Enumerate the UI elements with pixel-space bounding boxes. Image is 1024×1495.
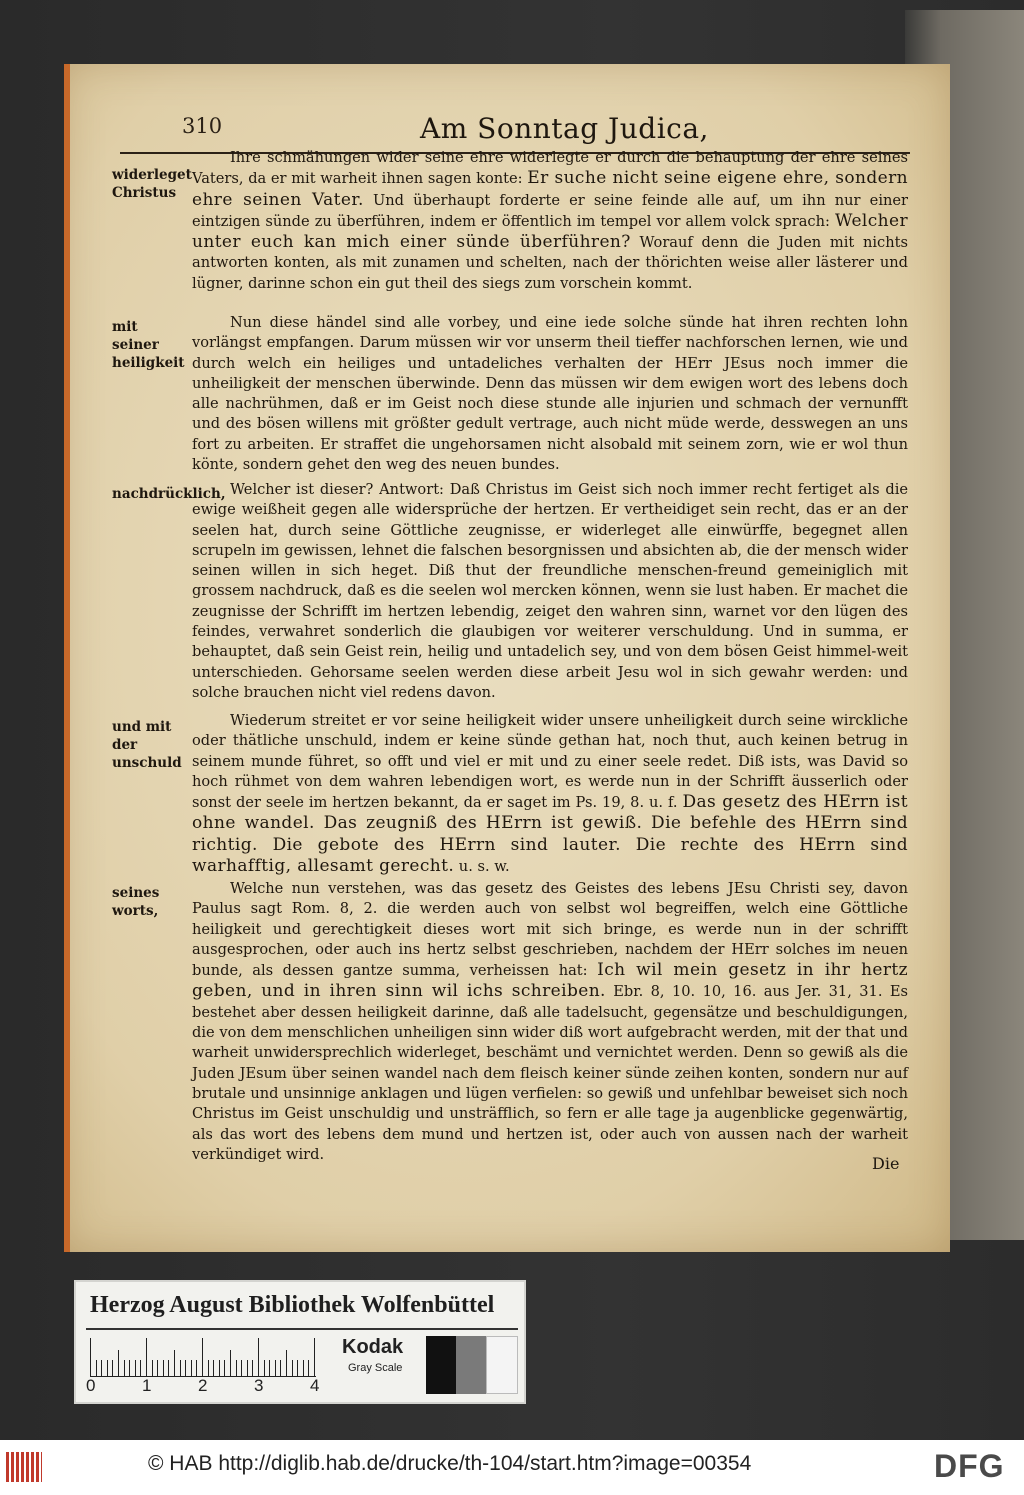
kodak-logo: Kodak (342, 1336, 404, 1358)
paragraph: Welcher ist dieser? Antwort: Daß Christus im Geist sich noch immer recht fertiget als die ewige weißheit gegen alle widersprüche der hertzen. Er vertheidiget sein recht, das er an der seelen hat, durch seine Göttliche zeugnisse, er widerleget alle einwürffe, begegnet allen scrupeln im gewissen, lehnet die falschen besorgnissen und absichten ab, die der mensch wider seinen willen in sich heget. Diß thut der freundliche menschen-freund gemeiniglich mit grossem nachdruck, daß es die seelen wol mercken können, wenn sie lust haben. Er machet die zeugnisse der Schrifft im hertzen lebendig, zeiget den wahren sinn, warnet vor den lügen des feindes, verwahret sonderlich die glaubigen vor weiterer verschuldung. Und in summa, er behauptet, daß sein Geist rein, heilig und untadelich sey, und von dem bösen Geist himmel-weit unterschieden. Gehorsame seelen werden diese arbeit Jesu wol in sich gewahr werden: und solche brauchen nicht viel redens davon. (192, 481, 908, 701)
margin-note: seines worts, (112, 885, 160, 919)
running-head-title: Am Sonntag Judica, (420, 112, 709, 145)
dfg-logo: DFG (934, 1448, 1005, 1484)
ruler-tick (180, 1360, 181, 1376)
ruler-tick (297, 1360, 298, 1376)
gray-swatch-mid (456, 1336, 486, 1394)
ruler-number: 3 (254, 1376, 264, 1395)
ruler-tick (314, 1338, 315, 1376)
ruler-tick (224, 1360, 225, 1376)
ruler-tick (152, 1360, 153, 1376)
ruler-tick (90, 1338, 91, 1376)
ruler-tick (275, 1360, 276, 1376)
ruler-tick (157, 1360, 158, 1376)
hab-logo-icon (6, 1452, 42, 1482)
ruler-tick (258, 1338, 259, 1376)
ruler-tick (292, 1360, 293, 1376)
gray-scale-label: Gray Scale (348, 1362, 403, 1374)
ruler-tick (269, 1360, 270, 1376)
ruler-tick (264, 1360, 265, 1376)
scripture-quote: Das gesetz des HErrn ist ohne wandel. Das zeugniß des HErrn ist gewiß. Die befehle des HErrn sind richtig. Die gebote des HErrn sind lauter. Die rechte des HErrn sind warhafftig, allesamt gerecht. (192, 792, 908, 877)
ruler-tick (118, 1350, 119, 1376)
ruler-tick (303, 1360, 304, 1376)
paragraph-text: Ebr. 8, 10. 10, 16. aus Jer. 31, 31. Es bestehet aber dessen heiligkeit darinne, daß alle tadelsucht, gegensätze und beschuldigungen, die von dem menschlichen unheiligen sinn wider diß wort aufgebracht werden, mit der that und warheit unwidersprechlich widerleget, beschämt und vernichtet werden. Denn so gewiß als die Juden JEsum über seinen wandel nach dem fleisch keiner sünde zeihen konten, sondern nur auf brutale und unsinnige anklagen und lügen verfielen: so gewiß und unfehlbar beweiset sich noch Christus im Geist unschuldig und unsträfflich, so fern er alle tage ja augenblicke gegenwärtig, als das wort des lebens dem mund und hertzen ist, oder auch von aussen nach der warheit verkündiget wird. (192, 983, 908, 1163)
margin-note: nachdrücklich, (112, 486, 226, 502)
ruler-tick (252, 1360, 253, 1376)
ruler-tick (129, 1360, 130, 1376)
ruler-tick (213, 1360, 214, 1376)
ruler-number: 4 (310, 1376, 320, 1395)
ruler-tick (168, 1360, 169, 1376)
ruler-tick (135, 1360, 136, 1376)
ruler-tick (140, 1360, 141, 1376)
paragraph-text: u. s. w. (454, 858, 510, 876)
gray-swatch-black (426, 1336, 456, 1394)
ruler-tick (185, 1360, 186, 1376)
library-name: Herzog August Bibliothek Wolfenbüttel (90, 1292, 495, 1318)
paragraph (192, 879, 908, 1165)
ruler-tick (96, 1360, 97, 1376)
ruler-tick (219, 1360, 220, 1376)
ruler-tick (146, 1338, 147, 1376)
copyright-url[interactable]: © HAB http://diglib.hab.de/drucke/th-104/start.htm?image=00354 (148, 1452, 752, 1475)
ruler-tick (241, 1360, 242, 1376)
ruler-tick (308, 1360, 309, 1376)
paragraph-text: Und überhaupt forderte er seine feinde alle auf, um ihn nur einer eintzigen sünde zu überführen, indem er öffentlich im tempel vor allem volck sprach: (192, 191, 908, 230)
paragraph-text: Ihre schmähungen wider seine ehre widerlegte er durch die behauptung der ehre seines Vaters, da er mit warheit ihnen sagen konte: (192, 149, 908, 188)
page-number: 310 (182, 114, 223, 138)
paragraph-text: Wiederum streitet er vor seine heiligkeit wider unsere unheiligkeit durch seine wirckliche oder thätliche unschuld, indem er keine sünde gethan hat, noch thut, auch keinen betrug in seinem munde führet, so offt und viel er mit und zu einer seele redet. Diß ists, was David so hoch rühmet von dem wahren lebendigen wort, es werde nun in der Schrifft äusserlich oder sonst der seele im hertzen bekannt, da er saget im Ps. 19, 8. u. f. (192, 712, 908, 812)
ruler-tick (280, 1360, 281, 1376)
margin-note: mit seiner heiligkeit (112, 319, 185, 371)
ruler-tick (247, 1360, 248, 1376)
scripture-quote: Ich wil mein gesetz in ihr hertz geben, und in ihren sinn wil ichs schreiben. (192, 960, 908, 1002)
footer-bar (0, 1440, 1024, 1495)
ruler (90, 1336, 316, 1377)
catchword: Die (872, 1154, 900, 1173)
ruler-tick (286, 1350, 287, 1376)
ruler-tick (196, 1360, 197, 1376)
library-scale-card (74, 1280, 526, 1404)
paragraph-text: Welche nun verstehen, was das gesetz des Geistes des lebens JEsu Christi sey, davon Paulus sagt Rom. 8, 2. die werden auch von selbst wol begreiffen, welch eine Göttliche heiligkeit und gerechtigkeit dieses wort mit sich bringe, es werde nun in der schrifft ausgesprochen, oder auch ins hertz selbst geschrieben, nachdem der HErr solches im neuen bunde, als dessen gantze summa, verheissen hat: (192, 880, 908, 980)
ruler-numbers (86, 1376, 326, 1398)
divider (86, 1328, 518, 1330)
ruler-number: 1 (142, 1376, 152, 1395)
ruler-tick (124, 1360, 125, 1376)
ruler-tick (107, 1360, 108, 1376)
ruler-tick (101, 1360, 102, 1376)
ruler-tick (163, 1360, 164, 1376)
ruler-tick (202, 1338, 203, 1376)
paragraph (192, 148, 908, 294)
ruler-tick (230, 1350, 231, 1376)
paragraph: Nun diese händel sind alle vorbey, und eine iede solche sünde hat ihren rechten lohn vorlängst empfangen. Darum müssen wir vor unserm theil tieffer nachforschen lernen, wie und durch welch ein heiliges und untadeliches verhalten der HErr JEsus noch immer die unheiligkeit der menschen überwinde. Denn das müssen wir dem ewigen wort des lebens doch alle nachrühmen, daß er im Geist noch diese stunde alle injurien und schmach der vernunfft und des bösen willens mit größter gedult vertrage, auch nicht müde werde, desswegen an uns fort zu arbeiten. Er straffet die ungehorsamen nicht alsobald mit seinem zorn, wie er wol thun könte, sondern gehet den weg des neuen bundes. (192, 314, 908, 474)
gray-swatch-white (486, 1336, 518, 1394)
paragraph (192, 711, 908, 877)
paragraph-text: Worauf denn die Juden mit nichts antworten konten, als mit zunamen und schelten, nach der thörichten weise aller lästerer und lügner, darinne schon ein gut theil des siegs zum vorschein kommt. (192, 234, 908, 292)
ruler-tick (112, 1360, 113, 1376)
scripture-quote: Er suche nicht seine eigene ehre, sondern ehre seinen Vater. (192, 168, 908, 210)
scripture-quote: Welcher unter euch kan mich einer sünde überführen? (192, 210, 908, 253)
ruler-tick (191, 1360, 192, 1376)
ruler-number: 0 (86, 1376, 96, 1395)
ruler-tick (208, 1360, 209, 1376)
margin-note: widerleget Christus (112, 167, 192, 201)
ruler-number: 2 (198, 1376, 208, 1395)
margin-note: und mit der unschuld (112, 719, 182, 771)
ruler-tick (174, 1350, 175, 1376)
ruler-tick (236, 1360, 237, 1376)
